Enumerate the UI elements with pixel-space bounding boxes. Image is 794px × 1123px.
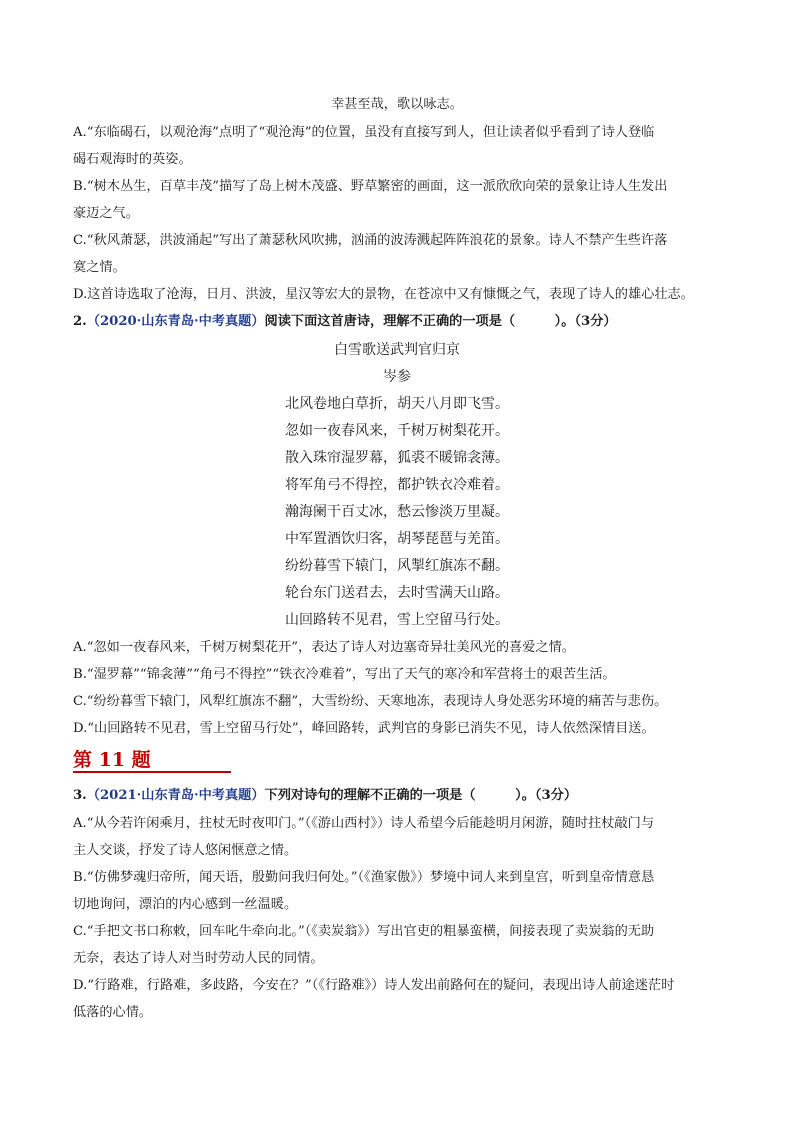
poem-line: 中军置酒饮归客，胡琴琵琶与羌笛。 [285, 531, 509, 547]
q1-option-c-line2: 寞之情。 [73, 260, 126, 275]
section-title-underline [73, 771, 231, 773]
q3-option-c-line1: C.“手把文书口称敕，回车叱牛牵向北。”（《卖炭翁》）写出官吏的粗暴蛮横，间接表现了卖炭翁的无助 [73, 924, 655, 939]
poem-line: 忽如一夜春风来，千树万树梨花开。 [285, 423, 509, 439]
poem-line: 北风卷地白草折，胡天八月即飞雪。 [285, 396, 509, 412]
q2-option-d: D.“山回路转不见君，雪上空留马行处”，峰回路转，武判官的身影已消失不见，诗人依然深情目送。 [73, 721, 655, 736]
q1-option-d: D.这首诗选取了沧海，日月、洪波，星汉等宏大的景物，在苍凉中又有慷慨之气，表现了诗人的雄心壮志。 [73, 287, 694, 302]
poem-line: 散入珠帘湿罗幕，狐裘不暖锦衾薄。 [285, 450, 509, 466]
poem-line: 轮台东门送君去，去时雪满天山路。 [285, 585, 509, 601]
poem-line: 瀚海阑干百丈冰，愁云惨淡万里凝。 [285, 504, 509, 520]
q3-number: 3. [73, 788, 87, 803]
poem-last-line: 幸甚至哉，歌以咏志。 [331, 97, 463, 112]
q1-option-a-line2: 碣石观海时的英姿。 [73, 152, 192, 167]
q3-option-b-line2: 切地询问，漂泊的内心感到一丝温暖。 [73, 897, 298, 912]
q2-option-b: B.“湿罗幕”“锦衾薄”“角弓不得控”“铁衣冷难着”，写出了天气的寒冷和军营将士的艰苦生活。 [73, 667, 616, 682]
q2-heading [73, 313, 723, 331]
poem-author: 岑参 [383, 369, 411, 385]
q3-prompt: 下列对诗句的理解不正确的一项是（ ）。（3分） [264, 788, 578, 803]
q3-option-d-line1: D.“行路难，行路难，多歧路，今安在？”（《行路难》）诗人发出前路何在的疑问，表现出诗人前途迷茫时 [73, 978, 675, 993]
poem-line: 山回路转不见君，雪上空留马行处。 [285, 612, 509, 628]
q3-option-c-line2: 无奈，表达了诗人对当时劳动人民的同情。 [73, 951, 324, 966]
q1-option-b-line2: 豪迈之气。 [73, 206, 139, 221]
q3-option-b-line1: B.“仿佛梦魂归帝所，闻天语，殷勤问我归何处。”（《渔家傲》）梦境中词人来到皇宫，听到皇帝情意恳 [73, 870, 655, 885]
poem-title: 白雪歌送武判官归京 [334, 342, 460, 358]
q3-option-a-line2: 主人交谈，抒发了诗人悠闲惬意之情。 [73, 843, 298, 858]
q2-option-c: C.“纷纷暮雪下辕门，风犁红旗冻不翻”，大雪纷纷、天寒地冻，表现诗人身处恶劣环境的痛苦与悲伤。 [73, 694, 668, 709]
q3-heading [73, 787, 723, 805]
q1-option-b-line1: B.“树木丛生，百草丰茂”描写了岛上树木茂盛、野草繁密的画面，这一派欣欣向荣的景象让诗人生发出 [73, 179, 668, 194]
q2-option-a: A.“忽如一夜春风来，千树万树梨花开”，表达了诗人对边塞奇异壮美风光的喜爱之情。 [73, 640, 575, 655]
q1-option-c-line1: C.“秋风萧瑟，洪波涌起”写出了萧瑟秋风吹拂，汹涌的波涛溅起阵阵浪花的景象。诗人不禁产生些许落 [73, 233, 668, 248]
q2-source: （2020·山东青岛·中考真题） [86, 314, 265, 329]
q3-option-a-line1: A.“从今若许闲乘月，拄杖无时夜叩门。”（《游山西村》）诗人希望今后能趁明月闲游，随时拄杖敲门与 [73, 816, 655, 831]
poem-line: 将军角弓不得控，都护铁衣冷难着。 [285, 477, 509, 493]
q3-source: （2021·山东青岛·中考真题） [86, 788, 265, 803]
q2-prompt: 阅读下面这首唐诗，理解不正确的一项是（ ）。（3分） [264, 314, 617, 329]
q3-option-d-line2: 低落的心情。 [73, 1005, 153, 1020]
section-title: 第 11 题 [73, 749, 151, 771]
q1-option-a-line1: A.“东临碣石，以观沧海”点明了“观沧海”的位置，虽没有直接写到人，但让读者似乎看到了诗人登临 [73, 125, 655, 140]
q2-number: 2. [73, 314, 87, 329]
poem-line: 纷纷暮雪下辕门，风掣红旗冻不翻。 [285, 558, 509, 574]
